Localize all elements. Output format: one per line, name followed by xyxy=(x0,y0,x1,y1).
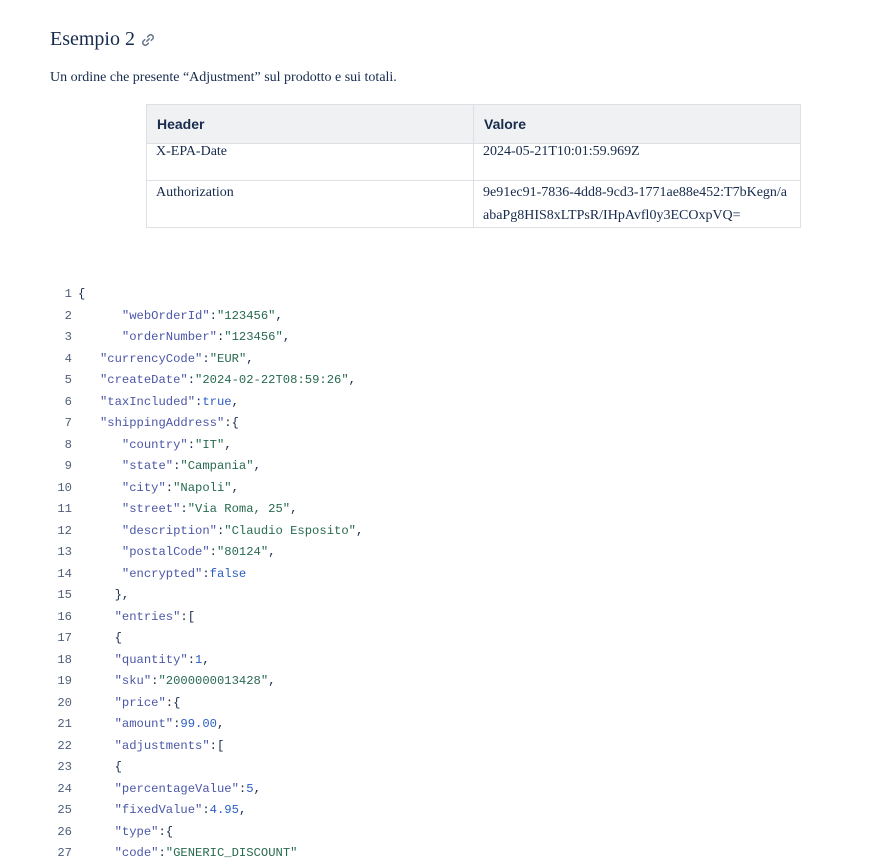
code-line xyxy=(50,392,363,414)
code-line xyxy=(50,284,363,306)
json-value: "Campania" xyxy=(180,459,254,473)
code-line xyxy=(50,542,363,564)
code-line xyxy=(50,456,363,478)
json-value: "80124" xyxy=(216,545,269,559)
line-number: 22 xyxy=(57,738,72,753)
line-number: 6 xyxy=(64,394,72,409)
code-text: "entries":[ xyxy=(114,609,196,624)
json-key: "fixedValue" xyxy=(114,803,203,817)
code-line xyxy=(50,306,363,328)
json-key: "description" xyxy=(121,523,217,538)
table-cell: 2024-05-21T10:01:59.969Z xyxy=(474,144,801,181)
line-number: 27 xyxy=(57,846,72,860)
code-line xyxy=(50,435,363,457)
table-header-row xyxy=(147,105,801,144)
line-number: 23 xyxy=(57,760,72,774)
code-line xyxy=(50,478,363,500)
code-text: "quantity":1, xyxy=(114,652,210,667)
heading-text: Esempio 2 xyxy=(50,28,135,50)
code-text: "shippingAddress":{ xyxy=(99,416,239,430)
json-value: 1 xyxy=(195,652,203,667)
line-number: 24 xyxy=(57,781,72,796)
line-number: 1 xyxy=(64,287,72,301)
json-key: "type" xyxy=(114,824,159,839)
json-key: "amount" xyxy=(114,717,174,731)
code-text: "orderNumber":"123456", xyxy=(121,330,291,344)
code-line xyxy=(50,628,363,650)
code-line xyxy=(50,779,363,801)
json-value: "123456" xyxy=(216,308,276,323)
json-value: "EUR" xyxy=(209,351,247,366)
code-line xyxy=(50,800,363,822)
code-line xyxy=(50,671,363,693)
line-number: 17 xyxy=(57,631,72,645)
table-cell: X-EPA-Date xyxy=(147,144,474,181)
code-text: "encrypted":false xyxy=(121,566,247,581)
json-key: "postalCode" xyxy=(121,545,210,559)
code-block xyxy=(50,284,363,865)
line-number: 9 xyxy=(64,459,72,473)
code-text: "code":"GENERIC_DISCOUNT" xyxy=(114,846,298,860)
table-cell: 9e91ec91-7836-4dd8-9cd3-1771ae88e452:T7bKegn/aabaPg8HIS8xLTPsR/IHpAvfl0y3ECOxpVQ= xyxy=(474,181,801,228)
line-number: 18 xyxy=(57,652,72,667)
column-header: Header xyxy=(147,105,474,144)
table-row xyxy=(147,144,801,181)
line-number: 4 xyxy=(64,351,72,366)
code-line xyxy=(50,757,363,779)
code-text: "fixedValue":4.95, xyxy=(114,803,247,817)
code-text: "price":{ xyxy=(114,695,181,710)
code-text: { xyxy=(78,287,86,301)
json-value: true xyxy=(202,394,232,409)
json-value: 99.00 xyxy=(180,717,217,731)
json-value: "GENERIC_DISCOUNT" xyxy=(165,846,298,860)
code-line xyxy=(50,327,363,349)
code-text: { xyxy=(114,760,122,774)
code-line xyxy=(50,349,363,371)
section-heading xyxy=(50,28,156,51)
line-number: 14 xyxy=(57,566,72,581)
json-key: "state" xyxy=(121,459,174,473)
line-number: 8 xyxy=(64,437,72,452)
line-number: 11 xyxy=(57,502,72,516)
code-line xyxy=(50,693,363,715)
line-number: 16 xyxy=(57,609,72,624)
table-cell: Authorization xyxy=(147,181,474,228)
json-key: "adjustments" xyxy=(114,738,210,753)
line-number: 5 xyxy=(64,373,72,387)
json-key: "webOrderId" xyxy=(121,308,210,323)
json-key: "country" xyxy=(121,437,188,452)
json-value: "123456" xyxy=(224,330,283,344)
code-text: "percentageValue":5, xyxy=(114,781,261,796)
table-row xyxy=(147,181,801,228)
line-number: 7 xyxy=(64,416,72,430)
line-number: 25 xyxy=(57,803,72,817)
code-line xyxy=(50,736,363,758)
column-header: Valore xyxy=(474,105,801,144)
code-line xyxy=(50,413,363,435)
code-text: "createDate":"2024-02-22T08:59:26", xyxy=(99,373,356,387)
code-line xyxy=(50,564,363,586)
code-text: "webOrderId":"123456", xyxy=(121,308,283,323)
json-value: "IT" xyxy=(195,437,225,452)
code-text: "type":{ xyxy=(114,824,174,839)
json-key: "taxIncluded" xyxy=(99,394,196,409)
json-key: "quantity" xyxy=(114,652,188,667)
intro-paragraph: Un ordine che presente “Adjustment” sul prodotto e sui totali. xyxy=(50,70,397,85)
json-key: "createDate" xyxy=(99,373,188,387)
code-text: "amount":99.00, xyxy=(114,717,225,731)
json-key: "sku" xyxy=(114,674,152,688)
json-value: 4.95 xyxy=(209,803,239,817)
json-key: "city" xyxy=(121,480,166,495)
code-line xyxy=(50,714,363,736)
line-number: 15 xyxy=(57,588,72,602)
line-number: 2 xyxy=(64,308,72,323)
json-key: "entries" xyxy=(114,609,181,624)
code-line xyxy=(50,585,363,607)
json-value: "Claudio Esposito" xyxy=(224,523,356,538)
code-text: }, xyxy=(114,588,130,602)
code-text: "street":"Via Roma, 25", xyxy=(121,502,298,516)
line-number: 3 xyxy=(64,330,72,344)
json-key: "price" xyxy=(114,695,166,710)
code-text: { xyxy=(114,631,122,645)
code-text: "description":"Claudio Esposito", xyxy=(121,523,364,538)
json-value: "2000000013428" xyxy=(158,674,269,688)
json-key: "currencyCode" xyxy=(99,351,203,366)
line-number: 19 xyxy=(57,674,72,688)
json-key: "orderNumber" xyxy=(121,330,217,344)
code-text: "sku":"2000000013428", xyxy=(114,674,276,688)
code-line xyxy=(50,521,363,543)
code-text: "taxIncluded":true, xyxy=(99,394,239,409)
json-value: "Via Roma, 25" xyxy=(187,502,291,516)
line-number: 10 xyxy=(57,480,72,495)
json-value: 5 xyxy=(246,781,254,796)
code-line xyxy=(50,822,363,844)
line-number: 26 xyxy=(57,824,72,839)
json-value: false xyxy=(209,566,247,581)
json-value: "2024-02-22T08:59:26" xyxy=(195,373,349,387)
json-key: "shippingAddress" xyxy=(99,416,225,430)
code-line xyxy=(50,499,363,521)
line-number: 21 xyxy=(57,717,72,731)
headers-table xyxy=(146,104,801,228)
code-text: "country":"IT", xyxy=(121,437,232,452)
code-line xyxy=(50,607,363,629)
line-number: 12 xyxy=(57,523,72,538)
code-text: "postalCode":"80124", xyxy=(121,545,276,559)
json-key: "code" xyxy=(114,846,159,860)
code-text: "adjustments":[ xyxy=(114,738,225,753)
json-key: "street" xyxy=(121,502,181,516)
json-value: "Napoli" xyxy=(173,480,232,495)
code-line xyxy=(50,843,363,865)
code-line xyxy=(50,650,363,672)
code-text: "city":"Napoli", xyxy=(121,480,239,495)
json-key: "percentageValue" xyxy=(114,781,239,796)
code-line xyxy=(50,370,363,392)
code-text: "currencyCode":"EUR", xyxy=(99,351,254,366)
line-number: 13 xyxy=(57,545,72,559)
json-key: "encrypted" xyxy=(121,566,203,581)
line-number: 20 xyxy=(57,695,72,710)
code-text: "state":"Campania", xyxy=(121,459,261,473)
link-icon[interactable] xyxy=(140,32,156,48)
